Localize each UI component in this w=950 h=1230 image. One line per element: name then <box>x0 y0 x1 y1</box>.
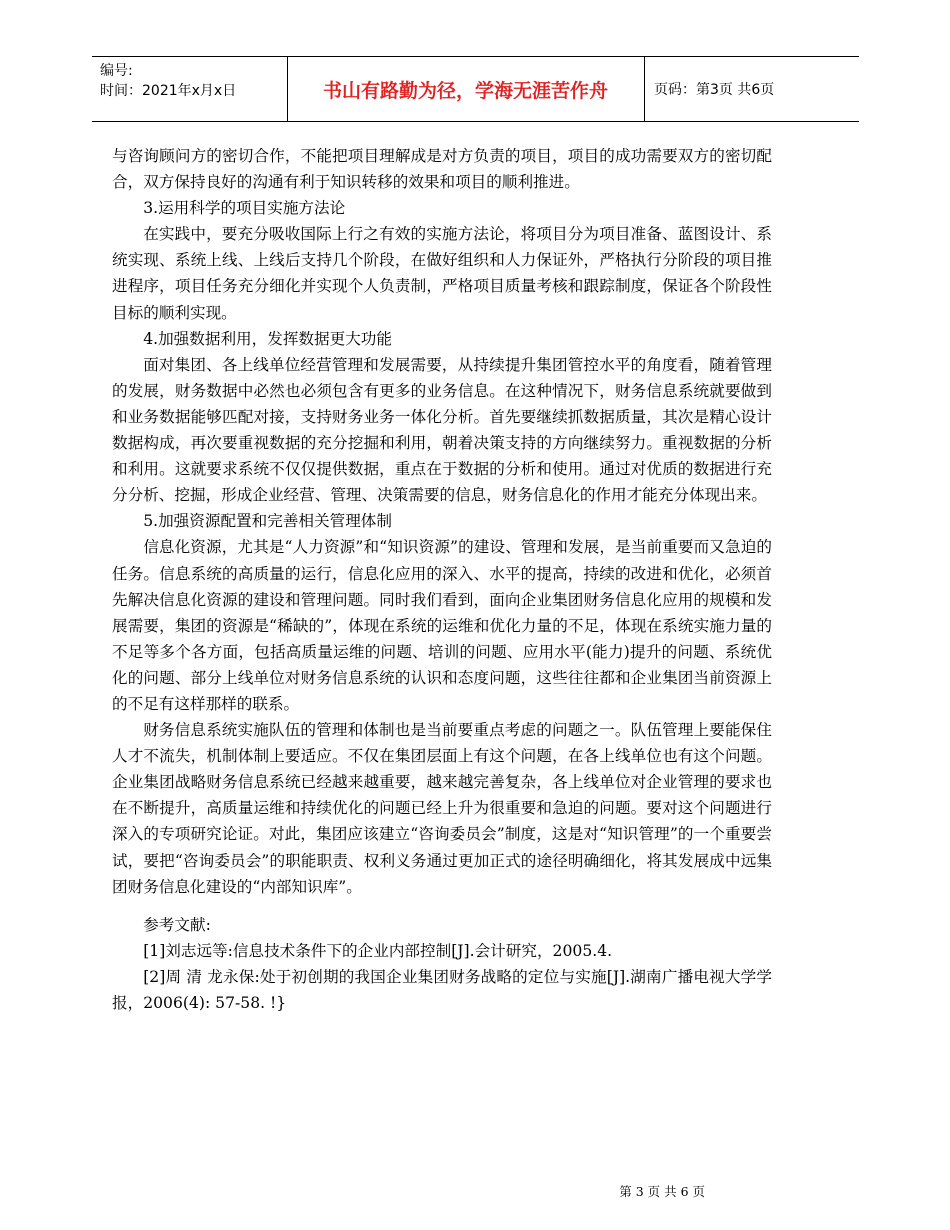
paragraph-3: 面对集团、各上线单位经营管理和发展需要，从持续提升集团管控水平的角度看，随着管理的发展，财务数据中必然也必须包含有更多的业务信息。在这种情况下，财务信息系统就要做到和业务数据能够匹配对接，支持财务业务一体化分析。首先要继续抓数据质量，其次是精心设计数据构成，再次要重视数据的充分挖掘和利用，朝着决策支持的方向继续努力。重视数据的分析和利用。这就要求系统不仅仅提供数据，重点在于数据的分析和使用。通过对优质的数据进行充分分析、挖掘，形成企业经营、管理、决策需要的信息，财务信息化的作用才能充分体现出来。 <box>112 355 772 505</box>
section-heading-3: 3.运用科学的项目实施方法论 <box>143 199 346 218</box>
paragraph-2: 在实践中，要充分吸收国际上行之有效的实施方法论，将项目分为项目准备、蓝图设计、系统实现、系统上线、上线后支持几个阶段，在做好组织和人力保证外，严格执行分阶段的项目推进程序，项目任务充分细化并实现个人负责制，严格项目质量考核和跟踪制度，保证各个阶段性目标的顺利实现。 <box>112 225 772 322</box>
time-label: 时间：2021年x月x日 <box>100 83 237 99</box>
page-footer: 第 3 页 共 6 页 <box>619 1184 705 1199</box>
reference-2: [2]周 清 龙永保:处于初创期的我国企业集团财务战略的定位与实施[J].湖南广播电视大学学报，2006(4): 57-58. !} <box>112 967 772 1012</box>
references-title: 参考文献: <box>143 915 211 934</box>
header-meta <box>100 61 236 101</box>
paragraph-5: 财务信息系统实施队伍的管理和体制也是当前要重点考虑的问题之一。队伍管理上要能保住人才不流失，机制体制上要适应。不仅在集团层面上有这个问题，在各上线单位也有这个问题。企业集团战略财务信息系统已经越来越重要，越来越完善复杂，各上线单位对企业管理的要求也在不断提升，高质量运维和持续优化的问题已经上升为很重要和急迫的问题。要对这个问题进行深入的专项研究论证。对此，集团应该建立“咨询委员会”制度，这是对“知识管理”的一个重要尝试，要把“咨询委员会”的职能职责、权利义务通过更加正式的途径明确细化，将其发展成中远集团财务信息化建设的“内部知识库”。 <box>112 721 772 896</box>
page-header <box>92 56 859 122</box>
section-heading-5: 5.加强资源配置和完善相关管理体制 <box>143 512 392 531</box>
paragraph-1: 与咨询顾问方的密切合作，不能把项目理解成是对方负责的项目，项目的成功需要双方的密切配合，双方保持良好的沟通有利于知识转移的效果和项目的顺利推进。 <box>112 147 772 192</box>
number-label: 编号: <box>100 63 133 79</box>
section-heading-4: 4.加强数据利用，发挥数据更大功能 <box>143 329 392 348</box>
reference-1: [1]刘志远等:信息技术条件下的企业内部控制[J].会计研究，2005.4. <box>143 941 613 960</box>
document-body <box>112 143 772 1016</box>
paragraph-4: 信息化资源，尤其是“人力资源”和“知识资源”的建设、管理和发展，是当前重要而又急迫的任务。信息系统的高质量的运行，信息化应用的深入、水平的提高，持续的改进和优化，必须首先解决信息化资源的建设和管理问题。同时我们看到，面向企业集团财务信息化应用的规模和发展需要，集团的资源是“稀缺的”，体现在系统的运维和优化力量的不足，体现在系统实施力量的不足等多个各方面，包括高质量运维的问题、培训的问题、应用水平(能力)提升的问题、系统优化的问题、部分上线单位对财务信息系统的认识和态度问题，这些往往都和企业集团当前资源上的不足有这样那样的联系。 <box>112 538 772 713</box>
header-page-number: 页码：第3页 共6页 <box>654 82 775 98</box>
header-motto: 书山有路勤为径，学海无涯苦作舟 <box>322 79 608 102</box>
header-divider-right <box>644 57 645 121</box>
